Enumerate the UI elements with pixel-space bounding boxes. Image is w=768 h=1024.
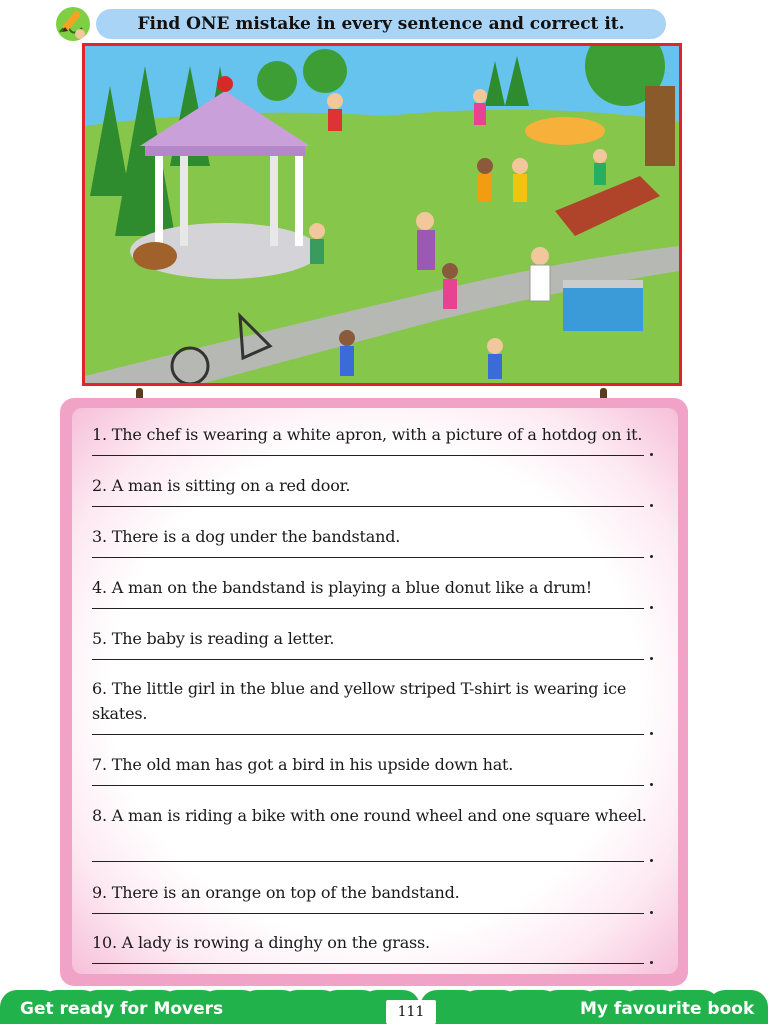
question-text: 10. A lady is rowing a dinghy on the grass. <box>92 933 430 952</box>
question-text: 6. The little girl in the blue and yellow striped T-shirt is wearing ice skates. <box>92 679 627 723</box>
answer-period <box>650 453 653 456</box>
question-1 <box>92 422 688 447</box>
question-text: 8. A man is riding a bike with one round wheel and one square wheel. <box>92 806 647 825</box>
page-footer <box>0 990 768 1024</box>
question-text: 5. The baby is reading a letter. <box>92 629 335 648</box>
park-scene-illustration <box>82 43 682 386</box>
question-8 <box>92 803 688 828</box>
instruction-text: Find ONE mistake in every sentence and correct it. <box>137 14 625 34</box>
answer-period <box>650 606 653 609</box>
question-3 <box>92 524 688 549</box>
answer-period <box>650 911 653 914</box>
answer-period <box>650 657 653 660</box>
answer-line-6[interactable] <box>92 734 644 735</box>
question-text: 4. A man on the bandstand is playing a blue donut like a drum! <box>92 578 592 597</box>
question-text: 9. There is an orange on top of the bandstand. <box>92 883 460 902</box>
answer-period <box>650 555 653 558</box>
answer-period <box>650 783 653 786</box>
page-number: 111 <box>386 1000 436 1024</box>
question-2 <box>92 473 688 498</box>
question-text: 1. The chef is wearing a white apron, with a picture of a hotdog on it. <box>92 425 643 444</box>
answer-line-7[interactable] <box>92 785 644 786</box>
question-text: 3. There is a dog under the bandstand. <box>92 527 401 546</box>
answer-period <box>650 859 653 862</box>
question-10 <box>92 930 688 955</box>
answer-period <box>650 961 653 964</box>
question-7 <box>92 752 688 777</box>
question-9 <box>92 880 688 905</box>
question-text: 2. A man is sitting on a red door. <box>92 476 351 495</box>
answer-line-10[interactable] <box>92 963 644 964</box>
question-board-paper <box>72 408 678 974</box>
answer-line-4[interactable] <box>92 608 644 609</box>
answer-line-2[interactable] <box>92 506 644 507</box>
answer-line-5[interactable] <box>92 659 644 660</box>
question-5 <box>92 626 688 651</box>
answer-line-3[interactable] <box>92 557 644 558</box>
question-6 <box>92 676 688 726</box>
pencil-writing-icon <box>52 4 94 44</box>
instruction-banner <box>96 9 666 39</box>
footer-right-label: My favourite book <box>580 999 755 1019</box>
answer-period <box>650 732 653 735</box>
question-text: 7. The old man has got a bird in his upside down hat. <box>92 755 514 774</box>
footer-left-label: Get ready for Movers <box>20 999 224 1019</box>
answer-line-8[interactable] <box>92 861 644 862</box>
question-4 <box>92 575 688 600</box>
answer-line-1[interactable] <box>92 455 644 456</box>
answer-period <box>650 504 653 507</box>
question-board <box>60 398 688 986</box>
answer-line-9[interactable] <box>92 913 644 914</box>
